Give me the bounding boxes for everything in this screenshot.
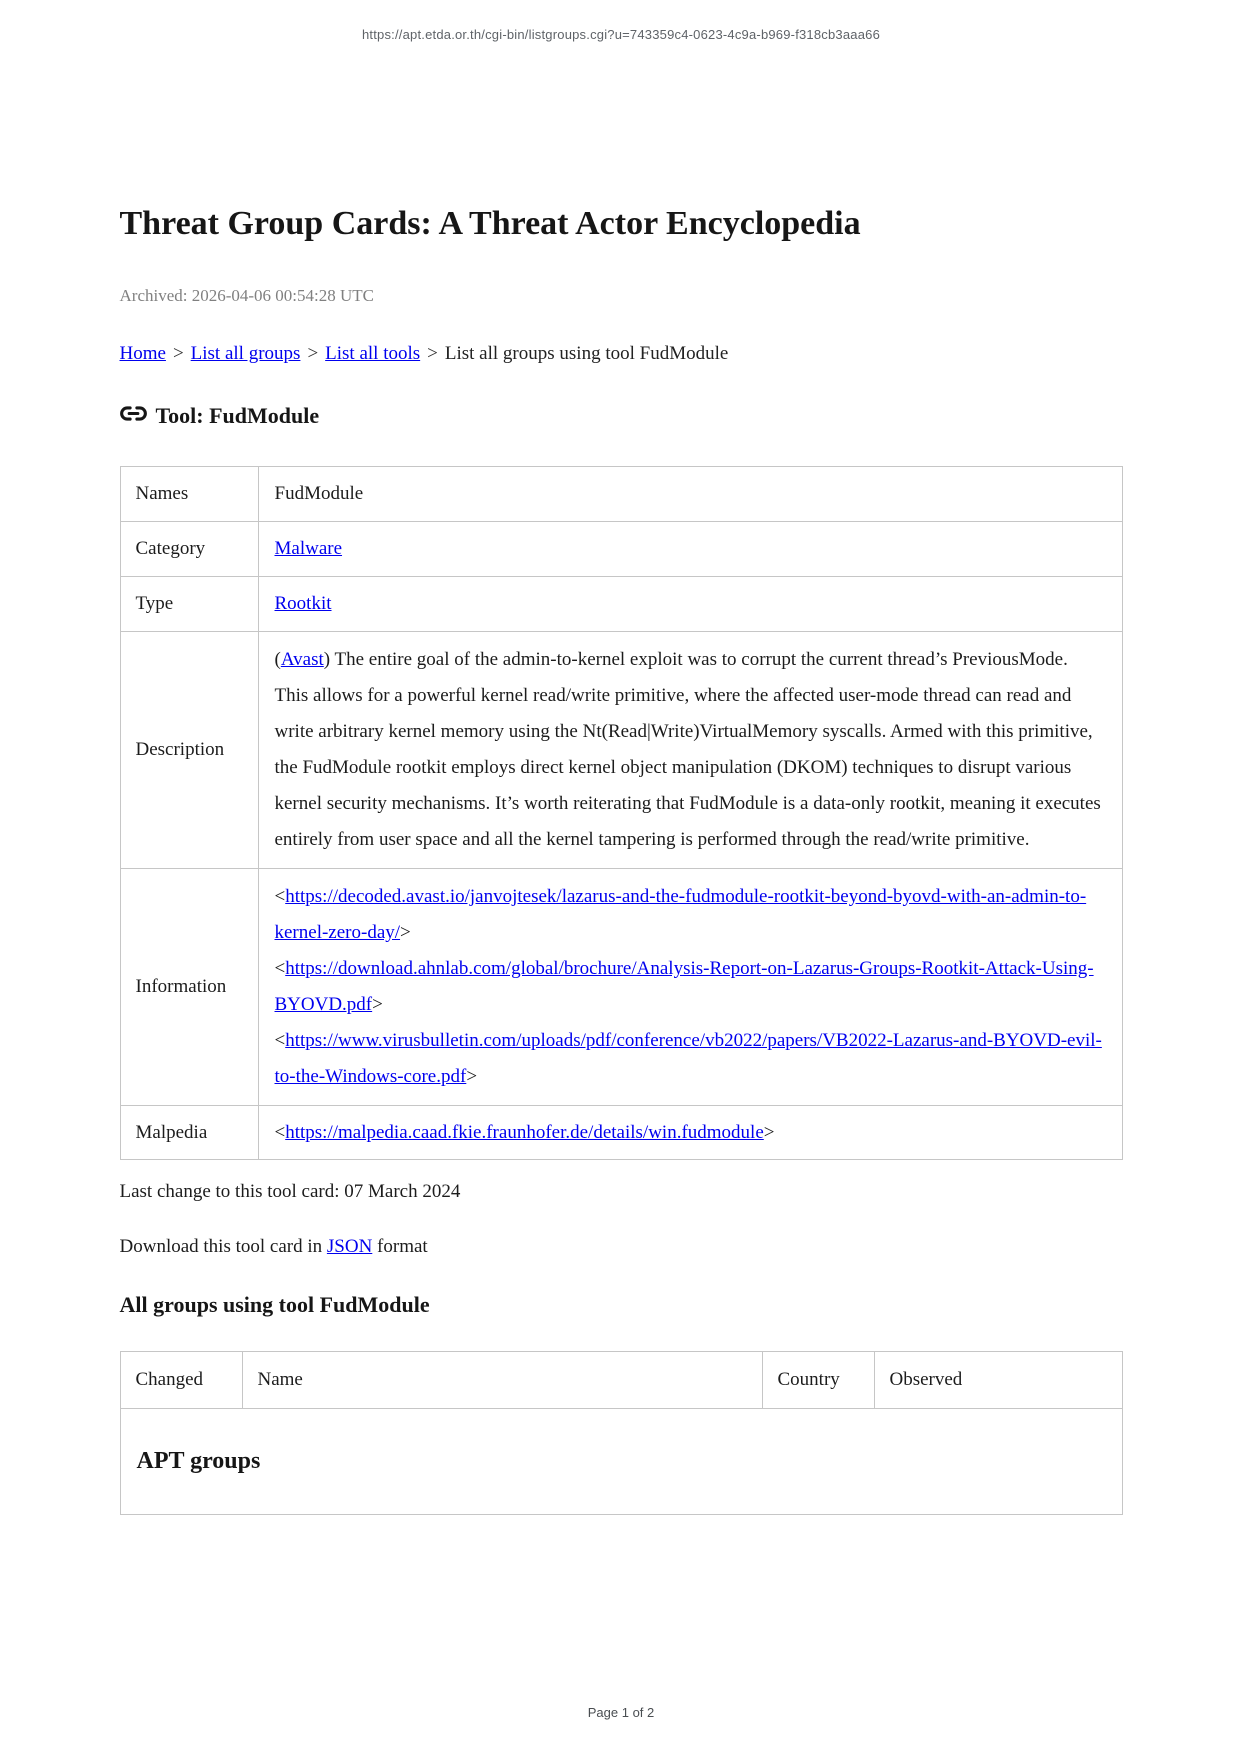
row-label-malpedia: Malpedia bbox=[120, 1106, 258, 1160]
avast-source-link[interactable]: Avast bbox=[280, 649, 324, 670]
link-icon[interactable] bbox=[120, 405, 147, 422]
print-header-url: https://apt.etda.or.th/cgi-bin/listgroups.cgi?u=743359c4-0623-4c9a-b969-f318cb3aaa66 bbox=[361, 27, 881, 42]
angle-bracket-close: > bbox=[400, 922, 411, 943]
print-footer-page-indicator: Page 1 of 2 bbox=[587, 1705, 655, 1720]
malpedia-link[interactable]: https://malpedia.caad.fkie.fraunhofer.de/details/win.fudmodule bbox=[285, 1121, 764, 1143]
last-change-line: Last change to this tool card: 07 March 2024 bbox=[119, 1181, 461, 1202]
row-value-category bbox=[258, 522, 1122, 577]
apt-groups-label: APT groups bbox=[136, 1448, 261, 1474]
download-line bbox=[120, 1235, 1123, 1259]
table-row-information bbox=[120, 869, 1122, 1106]
row-label-category: Category bbox=[120, 522, 258, 577]
information-link-line bbox=[275, 1023, 1106, 1095]
breadcrumb-link-list-all-groups[interactable]: List all groups bbox=[190, 343, 301, 364]
table-row-description bbox=[120, 632, 1122, 869]
column-header-name: Name bbox=[242, 1352, 762, 1409]
groups-section-heading: All groups using tool FudModule bbox=[119, 1292, 430, 1317]
page-content bbox=[120, 205, 1123, 1515]
angle-bracket-open: < bbox=[274, 1121, 286, 1143]
groups-table bbox=[120, 1351, 1123, 1515]
row-value-type bbox=[258, 577, 1122, 632]
row-label-information: Information bbox=[120, 869, 258, 1106]
download-suffix: format bbox=[372, 1236, 428, 1257]
breadcrumb bbox=[120, 341, 1123, 366]
page-title: Threat Group Cards: A Threat Actor Encyclopedia bbox=[119, 205, 861, 242]
type-rootkit-link[interactable]: Rootkit bbox=[274, 593, 332, 614]
description-text: ) The entire goal of the admin-to-kernel exploit was to corrupt the current thread’s PreviousMode. This allows for a powerful kernel read/write primitive, where the affected user-mode thread can read and write arbitrary kernel memory using the Nt(Read|Write)VirtualMemory syscalls. Armed with this primitive, the FudModule rootkit employs direct kernel object manipulation (DKOM) techniques to disrupt various kernel security mechanisms. It’s worth reiterating that FudModule is a data-only rootkit, meaning it executes entirely from user space and all the kernel tampering is performed through the read/write primitive. bbox=[274, 649, 1101, 850]
groups-table-category-row bbox=[120, 1409, 1122, 1515]
angle-bracket-close: > bbox=[763, 1121, 775, 1143]
row-label-description: Description bbox=[120, 632, 258, 869]
row-value-names: FudModule bbox=[258, 467, 1122, 522]
angle-bracket-close: > bbox=[372, 994, 383, 1015]
row-value-information bbox=[258, 869, 1122, 1106]
column-header-changed: Changed bbox=[120, 1352, 242, 1409]
groups-table-header-row bbox=[120, 1352, 1122, 1409]
table-row-type bbox=[120, 577, 1122, 632]
information-link-ahnlab[interactable]: https://download.ahnlab.com/global/brochure/Analysis-Report-on-Lazarus-Groups-Rootkit-Attack-Using-BYOVD.pdf bbox=[274, 958, 1094, 1015]
breadcrumb-current: List all groups using tool FudModule bbox=[444, 343, 729, 364]
information-link-line bbox=[275, 879, 1106, 951]
download-json-link[interactable]: JSON bbox=[326, 1236, 373, 1257]
breadcrumb-separator: > bbox=[172, 343, 184, 364]
row-value-malpedia bbox=[258, 1106, 1122, 1160]
tool-heading-label: Tool: FudModule bbox=[155, 403, 320, 428]
angle-bracket-open: < bbox=[274, 958, 286, 979]
angle-bracket-open: < bbox=[274, 886, 286, 907]
paren-open: ( bbox=[274, 649, 281, 670]
angle-bracket-open: < bbox=[274, 1030, 286, 1051]
information-link-line bbox=[275, 951, 1106, 1023]
table-row-names bbox=[120, 467, 1122, 522]
archived-timestamp: Archived: 2026-04-06 00:54:28 UTC bbox=[119, 286, 374, 305]
column-header-country: Country bbox=[762, 1352, 874, 1409]
tool-card-table bbox=[120, 466, 1123, 1160]
tool-heading bbox=[120, 402, 1123, 430]
column-header-observed: Observed bbox=[874, 1352, 1122, 1409]
category-malware-link[interactable]: Malware bbox=[274, 538, 343, 559]
information-link-avast-decoded[interactable]: https://decoded.avast.io/janvojtesek/lazarus-and-the-fudmodule-rootkit-beyond-byovd-with-an-admin-to-kernel-zero-day/ bbox=[274, 886, 1087, 943]
row-label-type: Type bbox=[120, 577, 258, 632]
apt-groups-band bbox=[120, 1409, 1122, 1515]
table-row-category bbox=[120, 522, 1122, 577]
table-row-malpedia bbox=[120, 1106, 1122, 1160]
breadcrumb-link-list-all-tools[interactable]: List all tools bbox=[325, 343, 421, 364]
row-label-names: Names bbox=[120, 467, 258, 522]
breadcrumb-separator: > bbox=[427, 343, 438, 364]
breadcrumb-link-home[interactable]: Home bbox=[119, 343, 166, 364]
angle-bracket-close: > bbox=[466, 1066, 478, 1087]
row-value-description bbox=[258, 632, 1122, 869]
information-link-virusbulletin[interactable]: https://www.virusbulletin.com/uploads/pdf/conference/vb2022/papers/VB2022-Lazarus-and-BYOVD-evil-to-the-Windows-core.pdf bbox=[274, 1030, 1102, 1087]
breadcrumb-separator: > bbox=[307, 343, 319, 364]
download-prefix: Download this tool card in bbox=[119, 1236, 327, 1257]
